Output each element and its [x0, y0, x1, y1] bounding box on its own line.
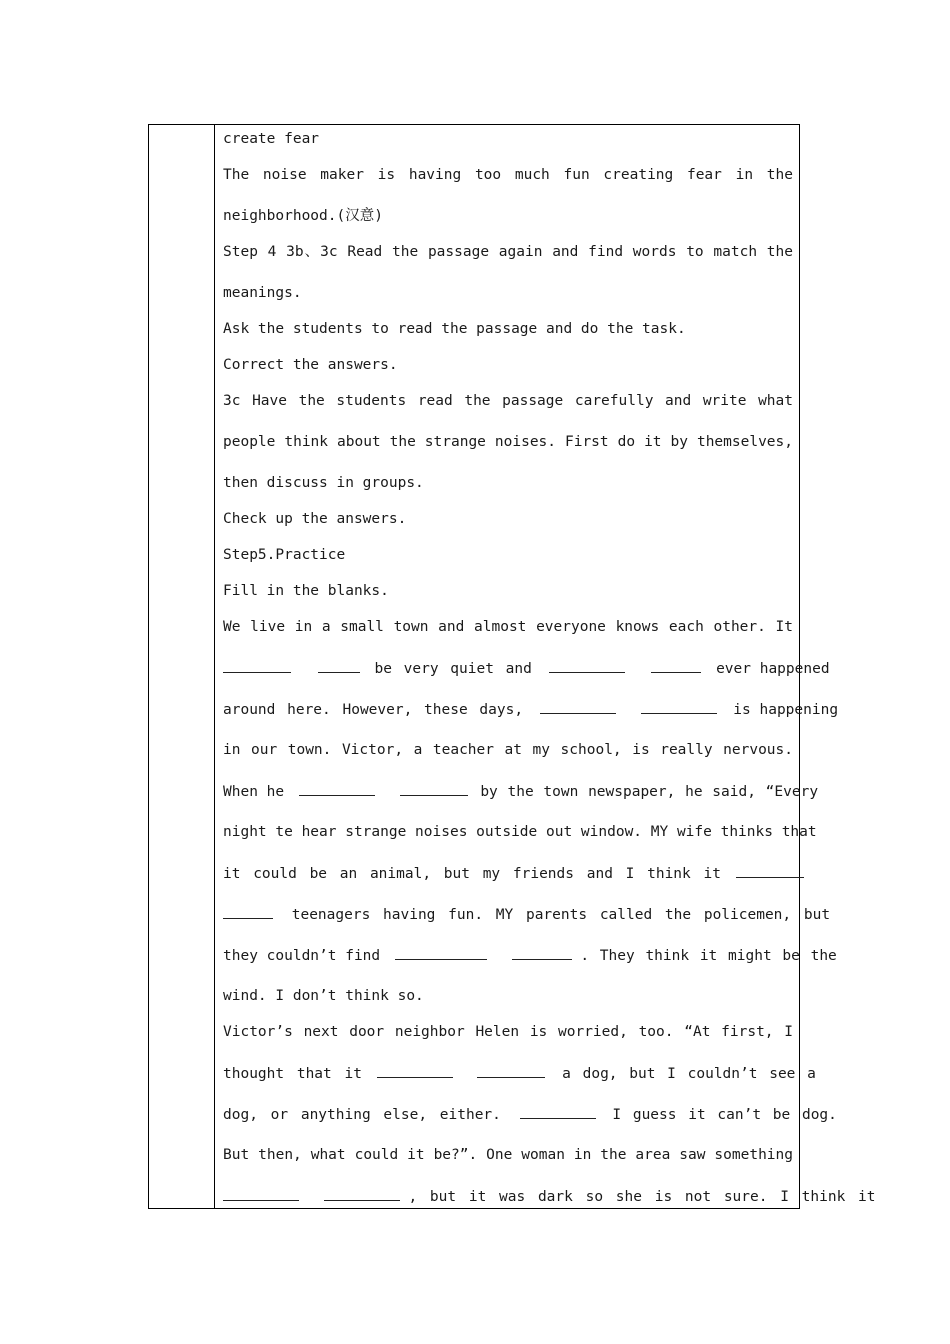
- text-segment: thought that it: [223, 1066, 362, 1082]
- text-line: We live in a small town and almost everyone knows each other. It: [223, 619, 793, 635]
- blank[interactable]: [223, 658, 291, 673]
- text-segment: around here. However, these days,: [223, 702, 524, 718]
- text-line: 3c Have the students read the passage carefully and write what: [223, 393, 793, 409]
- text-line: meanings.: [223, 285, 302, 301]
- blank-line: [223, 1186, 876, 1207]
- text-segment: When he: [223, 784, 285, 800]
- blank-line: [223, 904, 831, 925]
- text-line: Victor’s next door neighbor Helen is worried, too. “At first, I: [223, 1024, 793, 1040]
- text-line: But then, what could it be?”. One woman in the area saw something: [223, 1147, 793, 1163]
- text-line: neighborhood.(汉意): [223, 208, 383, 224]
- text-line: Check up the answers.: [223, 511, 407, 527]
- text-line: night te hear strange noises outside out window. MY wife thinks that: [223, 824, 817, 840]
- column-divider: [214, 125, 215, 1208]
- blank[interactable]: [512, 945, 572, 960]
- blank[interactable]: [395, 945, 487, 960]
- text-segment: a dog, but I couldn’t see a: [562, 1066, 816, 1082]
- blank[interactable]: [377, 1063, 453, 1078]
- step-heading: Step5.Practice: [223, 547, 346, 563]
- blank[interactable]: [520, 1104, 596, 1119]
- blank-line: [223, 945, 837, 966]
- text-line: Correct the answers.: [223, 357, 398, 373]
- blank[interactable]: [223, 1186, 299, 1201]
- blank-line: [223, 1063, 816, 1084]
- text-line: people think about the strange noises. First do it by themselves,: [223, 434, 793, 450]
- blank[interactable]: [540, 699, 616, 714]
- text-segment: it could be an animal, but my friends and I think it: [223, 866, 721, 882]
- text-segment: , but it was dark so she is not sure. I think it: [408, 1189, 876, 1205]
- blank-line: [223, 1104, 837, 1125]
- blank[interactable]: [324, 1186, 400, 1201]
- text-line: Ask the students to read the passage and do the task.: [223, 321, 686, 337]
- blank-line: [223, 863, 793, 884]
- text-segment: ever happened: [716, 661, 830, 677]
- text-line: The noise maker is having too much fun creating fear in the: [223, 167, 793, 183]
- text-segment: by the town newspaper, he said, “Every: [480, 784, 819, 800]
- text-segment: I guess it can’t be dog.: [612, 1107, 837, 1123]
- text-segment: dog, or anything else, either.: [223, 1107, 501, 1123]
- blank[interactable]: [400, 781, 468, 796]
- blank[interactable]: [549, 658, 625, 673]
- text-line: Step 4 3b、3c Read the passage again and find words to match the: [223, 244, 793, 260]
- lesson-table: [148, 124, 876, 1209]
- text-line: create fear: [223, 131, 320, 147]
- text-line: wind. I don’t think so.: [223, 988, 424, 1004]
- blank[interactable]: [477, 1063, 545, 1078]
- text-segment: be very quiet and: [374, 661, 532, 677]
- text-line: Fill in the blanks.: [223, 583, 389, 599]
- blank-line: [223, 781, 819, 802]
- blank[interactable]: [318, 658, 360, 673]
- blank[interactable]: [299, 781, 375, 796]
- blank[interactable]: [223, 904, 273, 919]
- blank-line: [223, 699, 839, 720]
- text-line: in our town. Victor, a teacher at my school, is really nervous.: [223, 742, 793, 758]
- text-segment: teenagers having fun. MY parents called the policemen, but: [291, 907, 831, 923]
- blank[interactable]: [736, 863, 804, 878]
- blank-line: [223, 658, 830, 679]
- text-segment: is happening: [733, 702, 839, 718]
- blank[interactable]: [641, 699, 717, 714]
- blank[interactable]: [651, 658, 701, 673]
- text-segment: they couldn’t find: [223, 948, 381, 964]
- text-line: then discuss in groups.: [223, 475, 424, 491]
- text-segment: . They think it might be the: [580, 948, 837, 964]
